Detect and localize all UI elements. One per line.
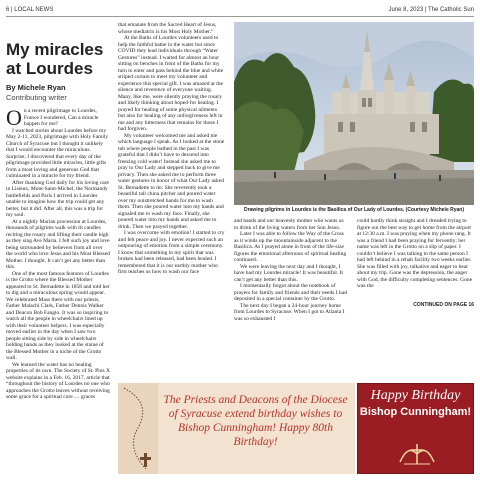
section-label: 6 | LOCAL NEWS — [6, 7, 54, 13]
paragraph: My volunteer welcomed me and asked me which language I speak. As I looked at the stone tub where people bathed in the past I was grateful that I didn’t have to descend into freezing cold water! Instead she asked me to pray to Our Lady and stepped back to give me privacy. Then she asked me to perform three water gestures in honor of what Our Lady asked St. Bernadette to do: She reverently took a beautiful tall china pitcher and poured water over my outstretched hands for me to wash them. Then she poured water into my hands and signaled me to wash my face. Finally, she poured water into my hands and asked me to drink. Then we prayed together. — [118, 132, 225, 230]
paragraph: Later I was able to follow the Way of the Cross as it winds up the mountainside adjacent to the Basilica. As I prayed alone in front of the life-size figures the emotional afternoon of spiritual healing continued. — [234, 231, 347, 263]
diocese-logo-icon — [396, 440, 438, 468]
article-column-1 — [6, 108, 110, 474]
paragraph: I was overcome with emotion! I started to cry and felt peace and joy. I never expected such an outpouring of emotion from a simple ceremony. I know that something in my spirit that was broken had been released, had been healed. I remembered that it is our earthly mother who first teaches us how to wash our face — [118, 230, 225, 275]
page-header — [6, 5, 474, 17]
birthday-wishes-ad — [118, 383, 355, 474]
article-column-3 — [234, 218, 349, 388]
article-column-4 — [357, 218, 474, 308]
photo-caption: Drawing pilgrims in Lourdes is the Basilica of Our Lady of Lourdes. (Courtesy Michele Ryan) — [243, 207, 465, 213]
paragraph: The next day I began a 24-hour journey home from Lourdes to Syracuse. When I got to Atlanta I was so exhausted I — [234, 302, 345, 322]
basilica-illustration — [234, 22, 474, 205]
happy-birthday-title: Happy Birthday — [370, 388, 461, 403]
paragraph: n a recent pilgrimage to Lourdes, France I wondered, Can a miracle happen for me? — [23, 108, 99, 127]
bishop-name: Bishop Cunningham! — [359, 406, 472, 418]
issue-date: June 8, 2023 | The Catholic Sun — [388, 7, 474, 13]
paragraph: We learned the water has no healing properties of its own. The Society of St. Pius X website explains in a Feb. 16, 2017, article that “throughout the history of Lourdes no one who approaches the Grotto leaves without receiving some grace for a spiritual cure … graces — [6, 361, 110, 400]
birthday-wishes-message: The Priests and Deacons of the Diocese of Syracuse extend birthday wishes to Bishop Cunningham! Happy 80th Birthday! — [163, 394, 348, 448]
happy-birthday-ad — [357, 383, 474, 474]
paragraph: After thanking God daily for his loving care in Lisieux, Mont-Saint-Michel, the Normandy battlefields and Paris I arrived in Lourdes unable to imagine how the trip could get any better, but it did. After all, this was a trip for my soul. — [6, 179, 109, 218]
author-role: Contributing writer — [6, 93, 67, 102]
paragraph: that emanate from the Sacred Heart of Jesus, whose mediatrix is his Most Holy Mother.” — [118, 22, 217, 35]
drop-cap: O — [6, 108, 22, 130]
basilica-photo — [234, 22, 474, 205]
continued-label: CONTINUED ON PAGE 16 — [413, 302, 474, 308]
article-byline: By Michele Ryan — [6, 83, 66, 92]
paragraph: I momentarily forgot about the notebook of prayers for family and friends and their needs I had deposited in a special container by the Grotto. — [234, 283, 347, 302]
rosary-icon — [118, 383, 158, 474]
paragraph: One of the most famous features of Lourdes is the Grotto where the Blessed Mother appeared to St. Bernadette in 1858 and told her to dig and a miraculous spring would appear. We celebrated Mass there with our priests, Father Malachi Clark, Father Dennis Walker and Deacon Bob Fangio. It was so inspiring to watch all the people in wheelchairs lined up with their volunteer helpers. I was especially moved earlier in the day when I saw two people sitting side by side in wheelchairs holding hands as they looked at the statue of the Blessed Mother in a niche of the Grotto wall. — [6, 270, 110, 361]
paragraph: At the Baths of Lourdes volunteers used to help the faithful bathe in the water but since COVID they lead individuals through “Water Gestures” instead. I waited for almost an hour sitting on benches in front of the Baths for my turn to enter and pass behind the blue and white striped curtain to meet my volunteer and experience this special gift. I was amazed at the silence and reverence of everyone waiting. Many, like me, were silently praying the rosary and likely thinking about hoped-for healing. I prayed for healing of some physical ailments but also for healing of any unforgiveness left in me and any bitterness that remains for those I had forgiven. — [118, 35, 224, 132]
paragraph: and hands and our heavenly mother who wants us to drink of the living waters from her Son Jesus. — [234, 218, 344, 231]
paragraph: I watched stories about Lourdes before my May 2-11, 2023, pilgrimage with Holy Family Church of Syracuse but I thought it unlikely that I would encounter the miraculous. Surprise; I discovered that every day of the pilgrimage provided little miracles, little gifts from a most loving and generous God that culminated in a miracle for my friend. — [6, 127, 109, 179]
paragraph: We were leaving the next day and I thought, I have had my Lourdes miracle! It was beautiful. It can’t get any better than this. — [234, 263, 343, 283]
paragraph: At a nightly Marian procession at Lourdes, thousands of pilgrims walk with lit candles reciting the rosary and lifting their candle high as they sing Ave Maria. I felt such joy and love being surrounded by believers from all over the world who love Jesus and his Most Blessed Mother. I thought, It can’t get any better than this. — [6, 218, 110, 270]
paragraph: could hardly think straight and I dreaded trying to figure out the best way to get home from the airport at 12:30 a.m. I was praying when my phone rang. It was a friend I had been praying for fervently; her name was left in the Grotto on a slip of paper. I couldn’t believe I was talking to the same person I had left behind in a rehab facility two weeks earlier. She was filled with joy, talkative and eager to hear about my trip. Gone was the depression, the anger with God, the difficulty completing sentences. Gone was the — [357, 218, 473, 289]
article-headline: My miracles at Lourdes — [6, 40, 104, 78]
